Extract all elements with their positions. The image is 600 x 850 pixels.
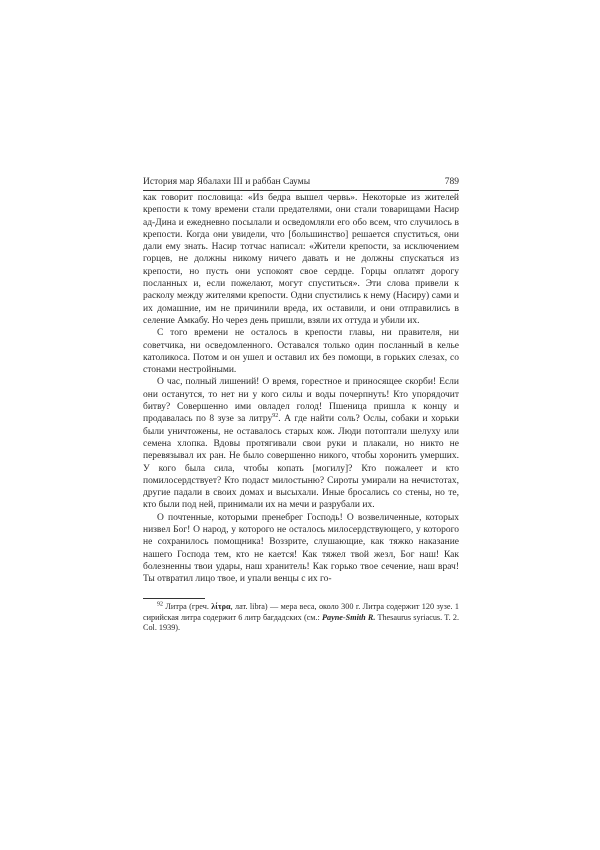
footnote <box>143 602 459 634</box>
running-header <box>143 176 459 191</box>
paragraph: как говорит пословица: «Из бедра вышел червь». Некоторые из жителей крепости к тому времени стали предателями, они стали товарищами Насир ад-Дина и ежедневно посылали и осведомляли его обо всем, что случилось в крепости. Когда они увидели, что [большинство] решается спуститься, они дали ему знать. Насир тотчас написал: «Жители крепости, за исключением горцев, не должны никому ничего давать и не должны спускаться из крепости, но пусть они успокоят свое сердце. Горцы оплатят дорогу посланных и, если пожелают, могут спуститься». Эти слова привели к расколу между жителями крепости. Одни спустились к нему (Насиру) сами и их домашние, им не причинили вреда, их оставили, и они отправились в селение Амкабу. Но через день пришли, взяли их оттуда и убили их. <box>143 193 459 326</box>
paragraph-text: О час, полный лишений! О время, горестное и приносящее скорби! Если они останутся, то нет ни у кого силы и воды почерпнуть! Кто упорядочит битву? Совершенно ими овладел голод! Пшеница пришла к концу и продавалась по 8 зузе за литру <box>143 377 459 425</box>
main-text <box>143 192 459 586</box>
greek-word: λίτρα <box>211 602 231 611</box>
footnote-text-part: Литра (греч. <box>163 602 212 611</box>
paragraph: О почтенные, которыми пренебрег Господь! О возвеличенные, которых низвел Бог! О народ, у которого не осталось милосердствующего, у которого не сохранилось помощника! Воззрите, слушающие, как тяжко наказание нашего Господа тем, кто не кается! Как тяжел твой жезл, Бог наш! Как болезненны твои удары, наш хранитель! Как горько твое сечение, наш врач! Ты отвратил лицо твое, и упали венцы с их го- <box>143 512 459 585</box>
footnote-separator <box>143 598 205 599</box>
cited-author: Payne-Smith R. <box>322 612 376 622</box>
running-title: История мар Ябалахи III и раббан Саумы <box>143 177 311 187</box>
paragraph-text: . А где найти соль? Ослы, собаки и хорьки были уничтожены, не оставалось старых кож. Люди потоптали шелуху или семена хлопка. Вдовы протягивали свои руки и плакали, но никто не перевязывал их ран. Не было совершенно никого, чтобы хоронить умерших. У кого была сила, чтобы копать [могилу]? Кто пожалеет и кто помилосердствует? Кто подаст милостыню? Сироты умирали на нечистотах, другие падали в своих домах и высыхали. Иные бросались со стены, но те, кто были под ней, принимали их на мечи и разрубали их. <box>143 414 459 511</box>
footnote-number: 92 <box>157 601 163 608</box>
footnote-text-part: Thesaurus syriacus. T. 2. Col. 1939). <box>143 612 459 633</box>
footnote-reference: 92 <box>272 413 279 420</box>
paragraph <box>143 376 459 511</box>
footnote-text-part: , лат. libra) — мера веса, около 300 г. Литра содержит 120 зузе. 1 сирийская литра содержит 6 литр багдадских (см.: <box>143 602 459 622</box>
paragraph: С того времени не осталось в крепости главы, ни правителя, ни советчика, ни осведомленного. Оставался только один посланный в келье католикоса. Потом и он ушел и оставил их без помощи, в горьких слезах, со стонами нестройными. <box>143 328 459 376</box>
footnote-text <box>143 602 459 634</box>
page-number: 789 <box>444 177 459 187</box>
